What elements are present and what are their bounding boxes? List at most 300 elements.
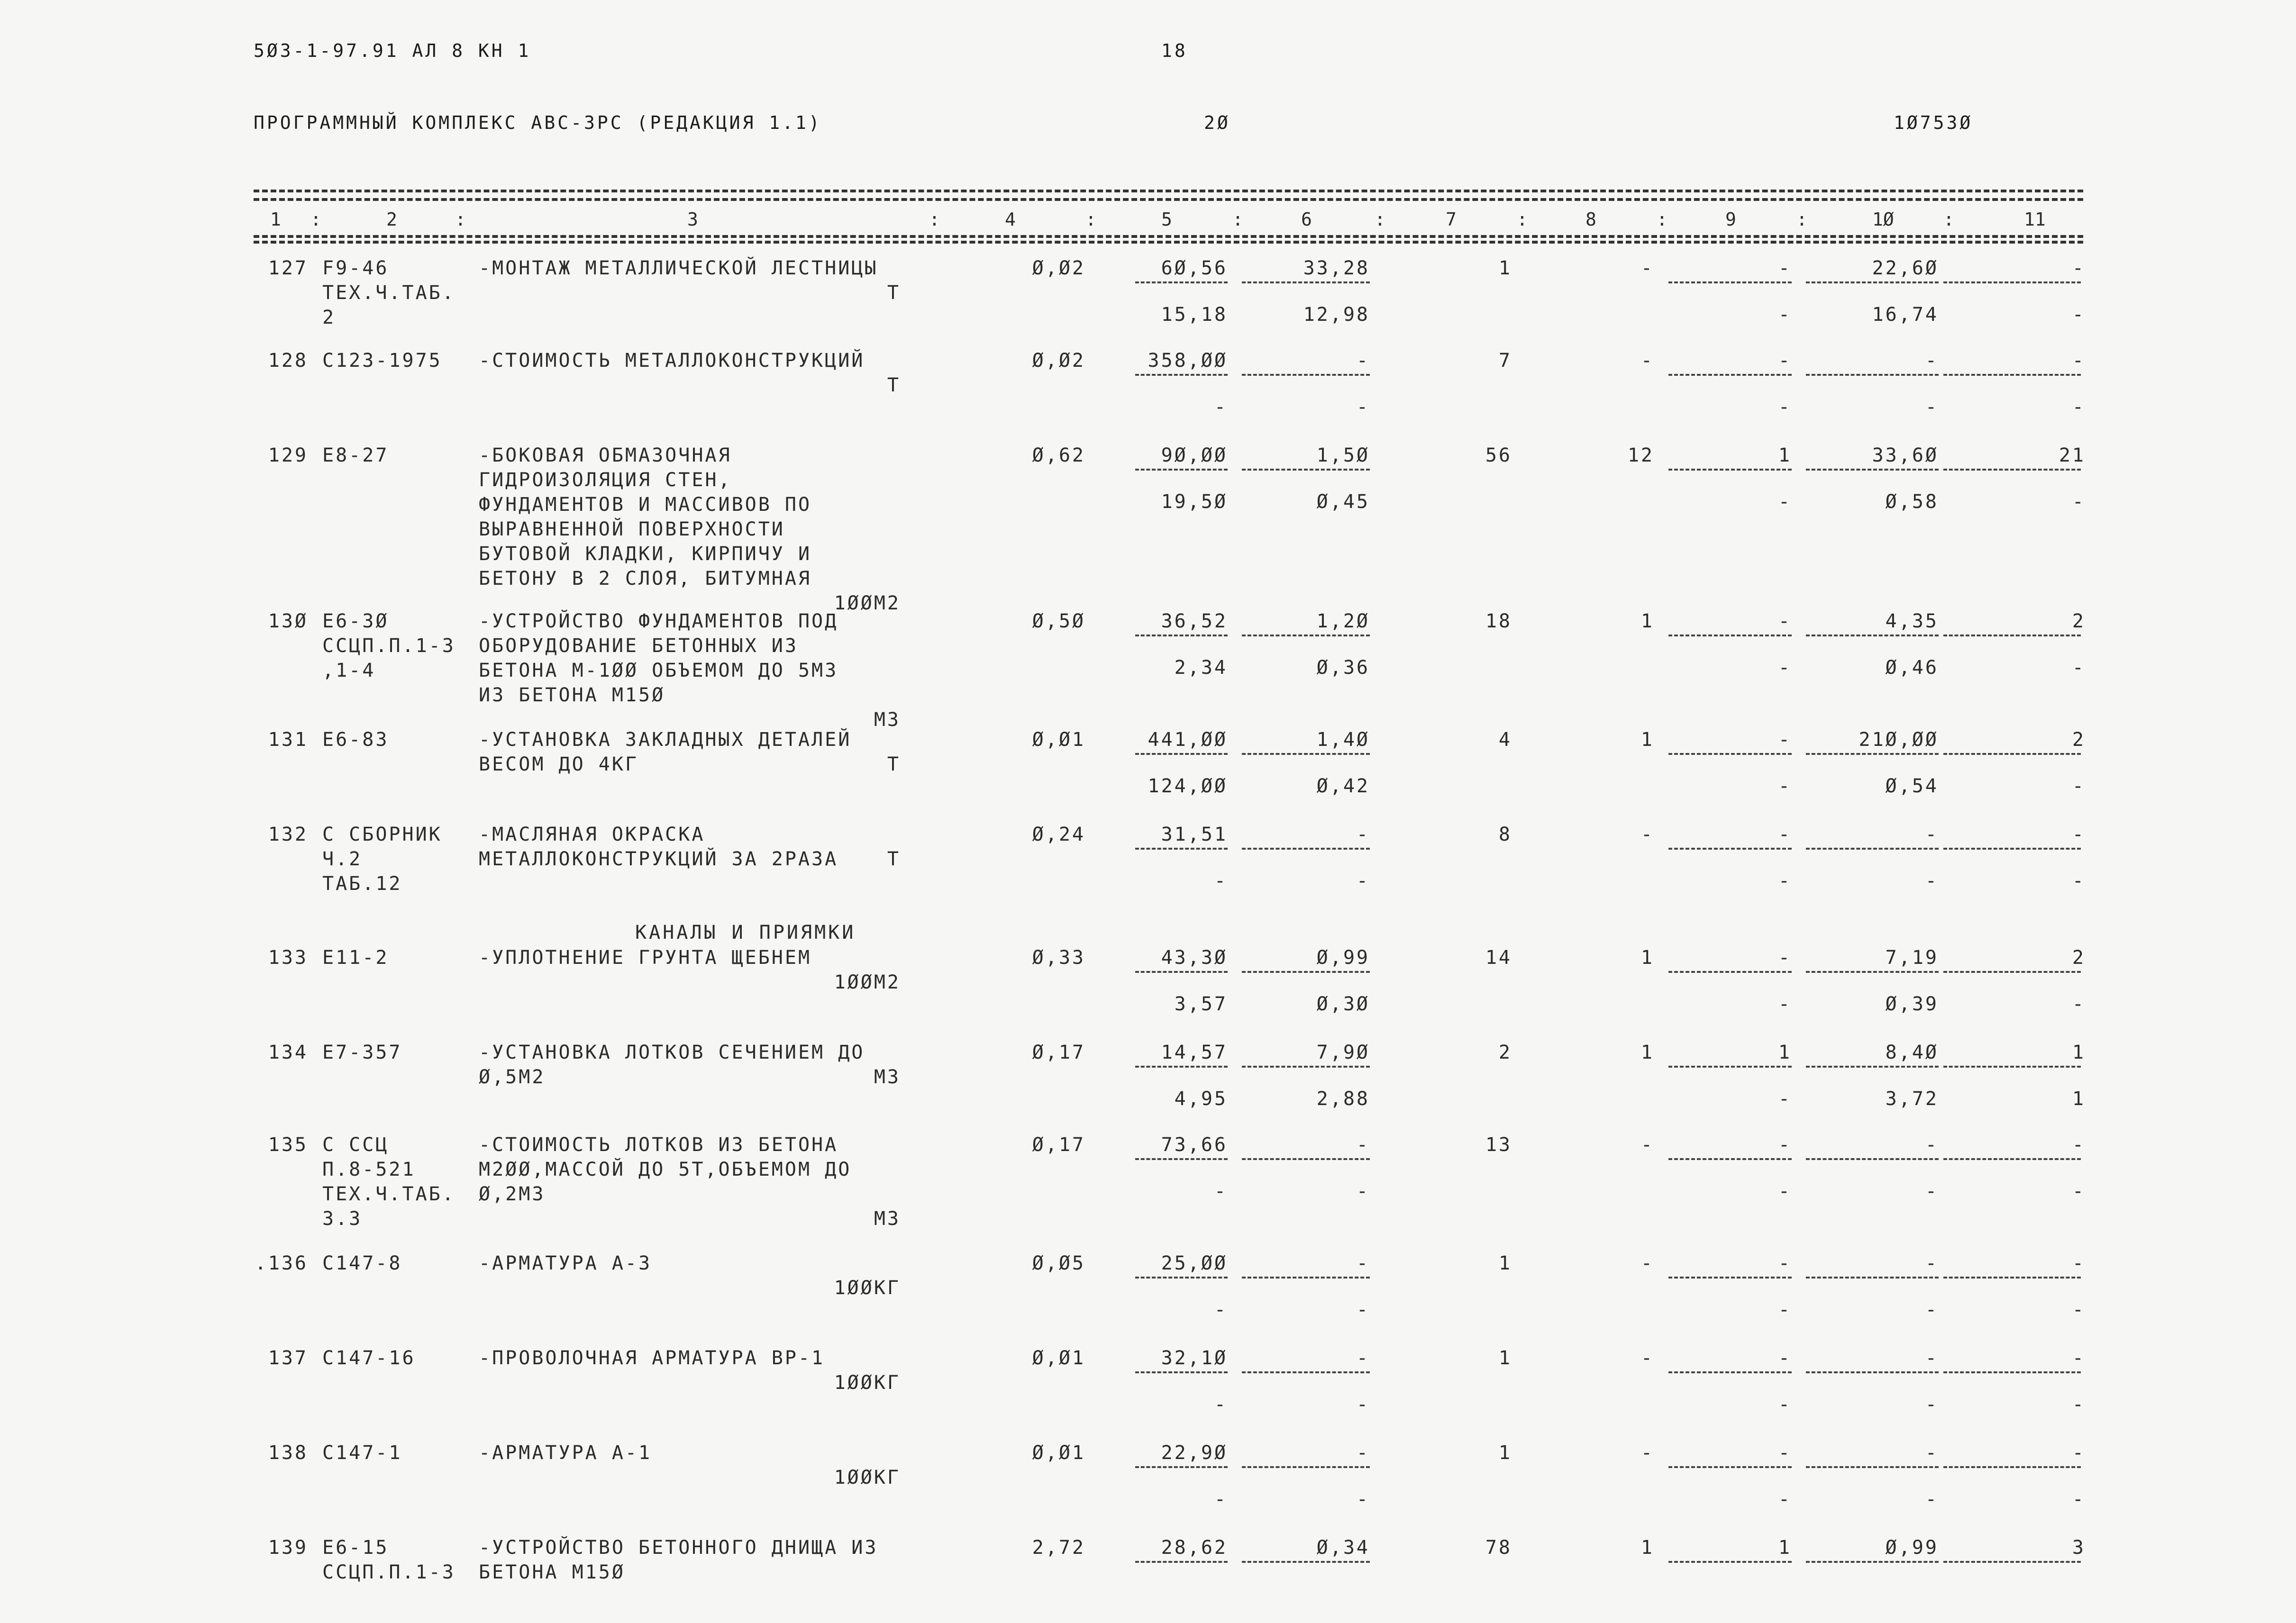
col9-value: - — [1778, 350, 1792, 372]
work-description: -УСТАНОВКА ЛОТКОВ СЕЧЕНИЕМ ДО — [479, 1042, 865, 1063]
column-header: 6 — [1301, 209, 1312, 230]
column-separator: : — [1232, 209, 1243, 230]
price-value: 28,62 — [1161, 1537, 1228, 1559]
col9-value: 1 — [1778, 444, 1792, 466]
col8-value: 1 — [1640, 1042, 1654, 1063]
sub-rule — [1242, 281, 1370, 283]
col6-value-secondary: Ø,3Ø — [1316, 993, 1370, 1015]
col11-value: 2 — [2072, 729, 2086, 751]
col11-value-secondary: - — [2072, 1180, 2086, 1202]
col9-value-secondary: - — [1778, 1394, 1792, 1415]
sub-rule — [1806, 1277, 1939, 1278]
col9-value: - — [1778, 610, 1792, 632]
resource-code: F9-46 — [322, 257, 389, 279]
col11-value: - — [2072, 1252, 2086, 1274]
sub-rule — [1943, 971, 2081, 973]
resource-code: П.8-521 — [322, 1159, 416, 1180]
sub-rule — [1806, 1158, 1939, 1160]
col7-value: 1 — [1498, 1347, 1512, 1369]
work-description: ФУНДАМЕНТОВ И МАССИВОВ ПО — [479, 494, 812, 516]
price-value-secondary: - — [1214, 870, 1228, 892]
price-value: 441,ØØ — [1148, 729, 1228, 751]
col8-value: - — [1640, 1252, 1654, 1274]
col11-value-secondary: - — [2072, 1394, 2086, 1415]
work-description: -ПРОВОЛОЧНАЯ АРМАТУРА ВР-1 — [479, 1347, 825, 1369]
work-description: -БОКОВАЯ ОБМАЗОЧНАЯ — [479, 444, 732, 466]
sub-rule — [1668, 1158, 1792, 1160]
sub-rule — [1943, 281, 2081, 283]
sub-rule — [1242, 1371, 1370, 1373]
unit-of-measure: 1ØØКГ — [834, 1467, 901, 1488]
document-code-right: 1Ø753Ø — [1894, 112, 1973, 133]
resource-code: С147-1 — [322, 1442, 402, 1464]
resource-code: Е8-27 — [322, 444, 389, 466]
quantity-value: Ø,Ø2 — [1032, 350, 1085, 372]
resource-code: С147-8 — [322, 1252, 402, 1274]
col7-value: 2 — [1498, 1042, 1512, 1063]
col6-value: 1,4Ø — [1316, 729, 1370, 751]
col9-value-secondary: - — [1778, 304, 1792, 326]
sub-rule — [1943, 1277, 2081, 1278]
col11-value: 1 — [2072, 1042, 2086, 1063]
sub-rule — [1806, 1466, 1939, 1468]
col6-value: - — [1356, 1347, 1370, 1369]
col10-value: 7,19 — [1885, 947, 1939, 969]
col11-value: - — [2072, 1442, 2086, 1464]
col10-value-secondary: 3,72 — [1885, 1088, 1939, 1110]
row-number: 127 — [268, 257, 308, 279]
work-description: ВЕСОМ ДО 4КГ — [479, 753, 638, 775]
work-description: -УСТРОЙСТВО БЕТОННОГО ДНИЩА ИЗ — [479, 1537, 878, 1559]
col6-value: 1,5Ø — [1316, 444, 1370, 466]
col11-value: 2 — [2072, 610, 2086, 632]
column-header: 4 — [1005, 209, 1016, 230]
table-top-rule-2 — [254, 198, 2083, 201]
sub-rule — [1135, 753, 1228, 755]
row-number: 137 — [268, 1347, 308, 1369]
col8-value: - — [1640, 1347, 1654, 1369]
quantity-value: Ø,17 — [1032, 1134, 1085, 1156]
work-description: -АРМАТУРА А-3 — [479, 1252, 652, 1274]
col11-value: - — [2072, 350, 2086, 372]
col10-value: 22,6Ø — [1872, 257, 1939, 279]
column-separator: : — [310, 209, 321, 230]
resource-code: Е6-3Ø — [322, 610, 389, 632]
header-bottom-rule — [254, 235, 2083, 238]
unit-of-measure: Т — [887, 282, 901, 304]
col6-value-secondary: Ø,42 — [1316, 775, 1370, 797]
col11-value: - — [2072, 824, 2086, 845]
col8-value: 1 — [1640, 729, 1654, 751]
work-description: ГИДРОИЗОЛЯЦИЯ СТЕН, — [479, 469, 732, 491]
col8-value: 1 — [1640, 947, 1654, 969]
col11-value: 3 — [2072, 1537, 2086, 1559]
sub-rule — [1242, 1158, 1370, 1160]
col8-value: - — [1640, 1442, 1654, 1464]
sub-rule — [1135, 1561, 1228, 1563]
col10-value-secondary: - — [1925, 1180, 1939, 1202]
sub-rule — [1242, 374, 1370, 376]
column-header: 11 — [2024, 209, 2046, 230]
col11-value-secondary: - — [2072, 657, 2086, 679]
price-value: 6Ø,56 — [1161, 257, 1228, 279]
sub-rule — [1242, 1277, 1370, 1278]
sub-rule — [1135, 1158, 1228, 1160]
col7-value: 7 — [1498, 350, 1512, 372]
sub-rule — [1806, 635, 1939, 636]
unit-of-measure: Т — [887, 753, 901, 775]
col10-value: - — [1925, 824, 1939, 845]
column-header: 8 — [1585, 209, 1596, 230]
col6-value-secondary: - — [1356, 1488, 1370, 1510]
sub-rule — [1943, 1371, 2081, 1373]
col11-value-secondary: - — [2072, 870, 2086, 892]
resource-code: Ч.2 — [322, 848, 363, 870]
sub-rule — [1668, 971, 1792, 973]
price-value-secondary: 19,5Ø — [1161, 491, 1228, 513]
resource-code: ,1-4 — [322, 660, 376, 681]
col6-value: 1,2Ø — [1316, 610, 1370, 632]
col10-value-secondary: - — [1925, 1299, 1939, 1321]
row-number: 132 — [268, 824, 308, 845]
column-header: 7 — [1446, 209, 1457, 230]
sub-rule — [1135, 1466, 1228, 1468]
col6-value: - — [1356, 1134, 1370, 1156]
col9-value: - — [1778, 1442, 1792, 1464]
sub-rule — [1806, 281, 1939, 283]
quantity-value: Ø,Ø2 — [1032, 257, 1085, 279]
col11-value-secondary: - — [2072, 304, 2086, 326]
col9-value-secondary: - — [1778, 491, 1792, 513]
col9-value: 1 — [1778, 1042, 1792, 1063]
col9-value-secondary: - — [1778, 657, 1792, 679]
work-description: -УСТАНОВКА ЗАКЛАДНЫХ ДЕТАЛЕЙ — [479, 729, 852, 751]
sub-rule — [1943, 635, 2081, 636]
price-value-secondary: 15,18 — [1161, 304, 1228, 326]
price-value: 25,ØØ — [1161, 1252, 1228, 1274]
col6-value-secondary: 12,98 — [1303, 304, 1370, 326]
resource-code: 2 — [322, 307, 336, 328]
sub-rule — [1943, 753, 2081, 755]
price-value-secondary: 2,34 — [1174, 657, 1228, 679]
price-value-secondary: 3,57 — [1174, 993, 1228, 1015]
col7-value: 1 — [1498, 1252, 1512, 1274]
col9-value: - — [1778, 1347, 1792, 1369]
sub-rule — [1806, 469, 1939, 471]
sub-rule — [1242, 635, 1370, 636]
col9-value-secondary: - — [1778, 775, 1792, 797]
col8-value: 12 — [1627, 444, 1654, 466]
sub-rule — [1668, 635, 1792, 636]
quantity-value: 2,72 — [1032, 1537, 1085, 1559]
col11-value-secondary: - — [2072, 1488, 2086, 1510]
sub-rule — [1135, 281, 1228, 283]
unit-of-measure: 1ØØМ2 — [834, 971, 901, 993]
col9-value-secondary: - — [1778, 1180, 1792, 1202]
col10-value-secondary: 16,74 — [1872, 304, 1939, 326]
resource-code: Е6-15 — [322, 1537, 389, 1559]
col7-value: 4 — [1498, 729, 1512, 751]
col10-value-secondary: Ø,58 — [1885, 491, 1939, 513]
col6-value-secondary: - — [1356, 870, 1370, 892]
col10-value: 8,4Ø — [1885, 1042, 1939, 1063]
sub-rule — [1806, 374, 1939, 376]
row-number: 13Ø — [268, 610, 308, 632]
col8-value: 1 — [1640, 610, 1654, 632]
col10-value: - — [1925, 1347, 1939, 1369]
quantity-value: Ø,5Ø — [1032, 610, 1085, 632]
col8-value: - — [1640, 824, 1654, 845]
col7-value: 1 — [1498, 1442, 1512, 1464]
row-number: 131 — [268, 729, 308, 751]
column-header: 5 — [1161, 209, 1172, 230]
col10-value: - — [1925, 1134, 1939, 1156]
col11-value: - — [2072, 1134, 2086, 1156]
sub-rule — [1943, 848, 2081, 850]
col6-value: Ø,34 — [1316, 1537, 1370, 1559]
quantity-value: Ø,Ø1 — [1032, 1442, 1085, 1464]
row-number: .136 — [255, 1252, 308, 1274]
sub-rule — [1943, 1561, 2081, 1563]
sub-rule — [1943, 1466, 2081, 1468]
resource-code: С123-1975 — [322, 350, 442, 372]
column-header: 1 — [270, 209, 281, 230]
column-separator: : — [1657, 209, 1667, 230]
col10-value: 4,35 — [1885, 610, 1939, 632]
col6-value-secondary: Ø,36 — [1316, 657, 1370, 679]
quantity-value: Ø,Ø1 — [1032, 1347, 1085, 1369]
sub-rule — [1668, 1466, 1792, 1468]
work-description: БУТОВОЙ КЛАДКИ, КИРПИЧУ И — [479, 543, 812, 565]
col11-value: - — [2072, 257, 2086, 279]
col11-value-secondary: - — [2072, 396, 2086, 418]
resource-code: Е11-2 — [322, 947, 389, 969]
col11-value-secondary: - — [2072, 993, 2086, 1015]
col7-value: 18 — [1485, 610, 1512, 632]
work-description: БЕТОНУ В 2 СЛОЯ, БИТУМНАЯ — [479, 568, 812, 589]
col9-value-secondary: - — [1778, 396, 1792, 418]
work-description: МЕТАЛЛОКОНСТРУКЦИЙ ЗА 2РАЗА — [479, 848, 838, 870]
work-description: ВЫРАВНЕННОЙ ПОВЕРХНОСТИ — [479, 518, 785, 540]
col10-value: - — [1925, 1252, 1939, 1274]
col11-value-secondary: - — [2072, 775, 2086, 797]
col8-value: 1 — [1640, 1537, 1654, 1559]
col9-value: - — [1778, 257, 1792, 279]
sub-rule — [1806, 971, 1939, 973]
row-number: 133 — [268, 947, 308, 969]
page-number: 18 — [1161, 40, 1188, 61]
column-header: 3 — [687, 209, 698, 230]
col10-value-secondary: - — [1925, 396, 1939, 418]
resource-code: С147-16 — [322, 1347, 416, 1369]
col7-value: 14 — [1485, 947, 1512, 969]
col11-value-secondary: 1 — [2072, 1088, 2086, 1110]
work-description: БЕТОНА М15Ø — [479, 1561, 625, 1583]
quantity-value: Ø,33 — [1032, 947, 1085, 969]
work-description: -УСТРОЙСТВО ФУНДАМЕНТОВ ПОД — [479, 610, 838, 632]
sub-rule — [1806, 753, 1939, 755]
section-title: КАНАЛЫ И ПРИЯМКИ — [635, 922, 856, 943]
col10-value-secondary: - — [1925, 1488, 1939, 1510]
sub-rule — [1943, 469, 2081, 471]
sub-rule — [1806, 1066, 1939, 1068]
sheet-number: 2Ø — [1204, 112, 1230, 133]
col10-value: 33,6Ø — [1872, 444, 1939, 466]
column-header: 9 — [1725, 209, 1736, 230]
sub-rule — [1135, 1371, 1228, 1373]
col9-value-secondary: - — [1778, 870, 1792, 892]
col6-value-secondary: 2,88 — [1316, 1088, 1370, 1110]
work-description: -СТОИМОСТЬ ЛОТКОВ ИЗ БЕТОНА — [479, 1134, 838, 1156]
column-header: 1Ø — [1872, 209, 1894, 230]
work-description: -МОНТАЖ МЕТАЛЛИЧЕСКОЙ ЛЕСТНИЦЫ — [479, 257, 878, 279]
col9-value: - — [1778, 1134, 1792, 1156]
work-description: БЕТОНА М-1ØØ ОБЪЕМОМ ДО 5М3 — [479, 660, 838, 681]
col6-value: 7,9Ø — [1316, 1042, 1370, 1063]
unit-of-measure: Т — [887, 374, 901, 396]
sub-rule — [1242, 469, 1370, 471]
sub-rule — [1242, 1561, 1370, 1563]
col6-value-secondary: - — [1356, 1180, 1370, 1202]
resource-code: 3.3 — [322, 1208, 363, 1230]
sub-rule — [1242, 1066, 1370, 1068]
col10-value-secondary: Ø,39 — [1885, 993, 1939, 1015]
price-value: 43,3Ø — [1161, 947, 1228, 969]
sub-rule — [1943, 1158, 2081, 1160]
sub-rule — [1242, 1466, 1370, 1468]
col11-value-secondary: - — [2072, 1299, 2086, 1321]
price-value-secondary: - — [1214, 1488, 1228, 1510]
col9-value: - — [1778, 729, 1792, 751]
col9-value-secondary: - — [1778, 1299, 1792, 1321]
col8-value: - — [1640, 257, 1654, 279]
work-description: Ø,5М2 — [479, 1066, 546, 1088]
col10-value: 21Ø,ØØ — [1859, 729, 1939, 751]
price-value: 73,66 — [1161, 1134, 1228, 1156]
price-value: 32,1Ø — [1161, 1347, 1228, 1369]
col7-value: 8 — [1498, 824, 1512, 845]
column-separator: : — [1517, 209, 1528, 230]
quantity-value: Ø,62 — [1032, 444, 1085, 466]
row-number: 139 — [268, 1537, 308, 1559]
sub-rule — [1943, 374, 2081, 376]
col6-value-secondary: - — [1356, 1299, 1370, 1321]
col6-value: 33,28 — [1303, 257, 1370, 279]
document-code: 5Ø3-1-97.91 АЛ 8 КН 1 — [254, 40, 531, 61]
price-value: 14,57 — [1161, 1042, 1228, 1063]
col10-value-secondary: - — [1925, 1394, 1939, 1415]
row-number: 134 — [268, 1042, 308, 1063]
sub-rule — [1668, 374, 1792, 376]
price-value-secondary: - — [1214, 1299, 1228, 1321]
price-value-secondary: 4,95 — [1174, 1088, 1228, 1110]
col9-value-secondary: - — [1778, 1088, 1792, 1110]
col10-value: - — [1925, 1442, 1939, 1464]
column-separator: : — [1943, 209, 1954, 230]
resource-code: ТЕХ.Ч.ТАБ. — [322, 1183, 456, 1205]
sub-rule — [1668, 281, 1792, 283]
resource-code: ТАБ.12 — [322, 873, 402, 895]
sub-rule — [1135, 971, 1228, 973]
work-description: -АРМАТУРА А-1 — [479, 1442, 652, 1464]
col10-value: - — [1925, 350, 1939, 372]
col9-value: - — [1778, 824, 1792, 845]
col9-value-secondary: - — [1778, 1488, 1792, 1510]
col9-value: - — [1778, 1252, 1792, 1274]
sub-rule — [1668, 1561, 1792, 1563]
price-value-secondary: - — [1214, 1180, 1228, 1202]
column-separator: : — [1085, 209, 1096, 230]
sub-rule — [1242, 971, 1370, 973]
col10-value: Ø,99 — [1885, 1537, 1939, 1559]
col6-value: - — [1356, 350, 1370, 372]
resource-code: ССЦП.П.1-3 — [322, 1561, 456, 1583]
quantity-value: Ø,Ø1 — [1032, 729, 1085, 751]
unit-of-measure: 1ØØКГ — [834, 1372, 901, 1394]
sub-rule — [1806, 1561, 1939, 1563]
price-value: 36,52 — [1161, 610, 1228, 632]
column-separator: : — [1375, 209, 1385, 230]
sub-rule — [1943, 1066, 2081, 1068]
col9-value-secondary: - — [1778, 993, 1792, 1015]
col6-value-secondary: Ø,45 — [1316, 491, 1370, 513]
col11-value: 21 — [2059, 444, 2086, 466]
header-bottom-rule-2 — [254, 241, 2083, 244]
sub-rule — [1135, 635, 1228, 636]
price-value: 358,ØØ — [1148, 350, 1228, 372]
col6-value: - — [1356, 1252, 1370, 1274]
quantity-value: Ø,17 — [1032, 1042, 1085, 1063]
row-number: 135 — [268, 1134, 308, 1156]
col11-value-secondary: - — [2072, 491, 2086, 513]
col8-value: - — [1640, 350, 1654, 372]
col7-value: 1 — [1498, 257, 1512, 279]
sub-rule — [1806, 848, 1939, 850]
col10-value-secondary: - — [1925, 870, 1939, 892]
sub-rule — [1668, 1277, 1792, 1278]
col7-value: 78 — [1485, 1537, 1512, 1559]
sub-rule — [1135, 1066, 1228, 1068]
column-header: 2 — [386, 209, 397, 230]
unit-of-measure: М3 — [874, 1208, 901, 1230]
col11-value: 2 — [2072, 947, 2086, 969]
resource-code: С ССЦ — [322, 1134, 389, 1156]
price-value: 9Ø,ØØ — [1161, 444, 1228, 466]
col10-value-secondary: Ø,54 — [1885, 775, 1939, 797]
price-value-secondary: - — [1214, 1394, 1228, 1415]
column-separator: : — [455, 209, 466, 230]
unit-of-measure: 1ØØМ2 — [834, 592, 901, 614]
row-number: 129 — [268, 444, 308, 466]
sub-rule — [1135, 374, 1228, 376]
col6-value: - — [1356, 1442, 1370, 1464]
col9-value: 1 — [1778, 1537, 1792, 1559]
row-number: 128 — [268, 350, 308, 372]
col6-value: Ø,99 — [1316, 947, 1370, 969]
table-top-rule — [254, 190, 2083, 192]
col6-value-secondary: - — [1356, 1394, 1370, 1415]
column-separator: : — [929, 209, 940, 230]
quantity-value: Ø,Ø5 — [1032, 1252, 1085, 1274]
unit-of-measure: Т — [887, 848, 901, 870]
col11-value: - — [2072, 1347, 2086, 1369]
work-description: ОБОРУДОВАНИЕ БЕТОННЫХ ИЗ — [479, 635, 798, 657]
col7-value: 56 — [1485, 444, 1512, 466]
work-description: М2ØØ,МАССОЙ ДО 5Т,ОБЪЕМОМ ДО — [479, 1159, 852, 1180]
unit-of-measure: М3 — [874, 709, 901, 731]
sub-rule — [1135, 848, 1228, 850]
sub-rule — [1668, 753, 1792, 755]
